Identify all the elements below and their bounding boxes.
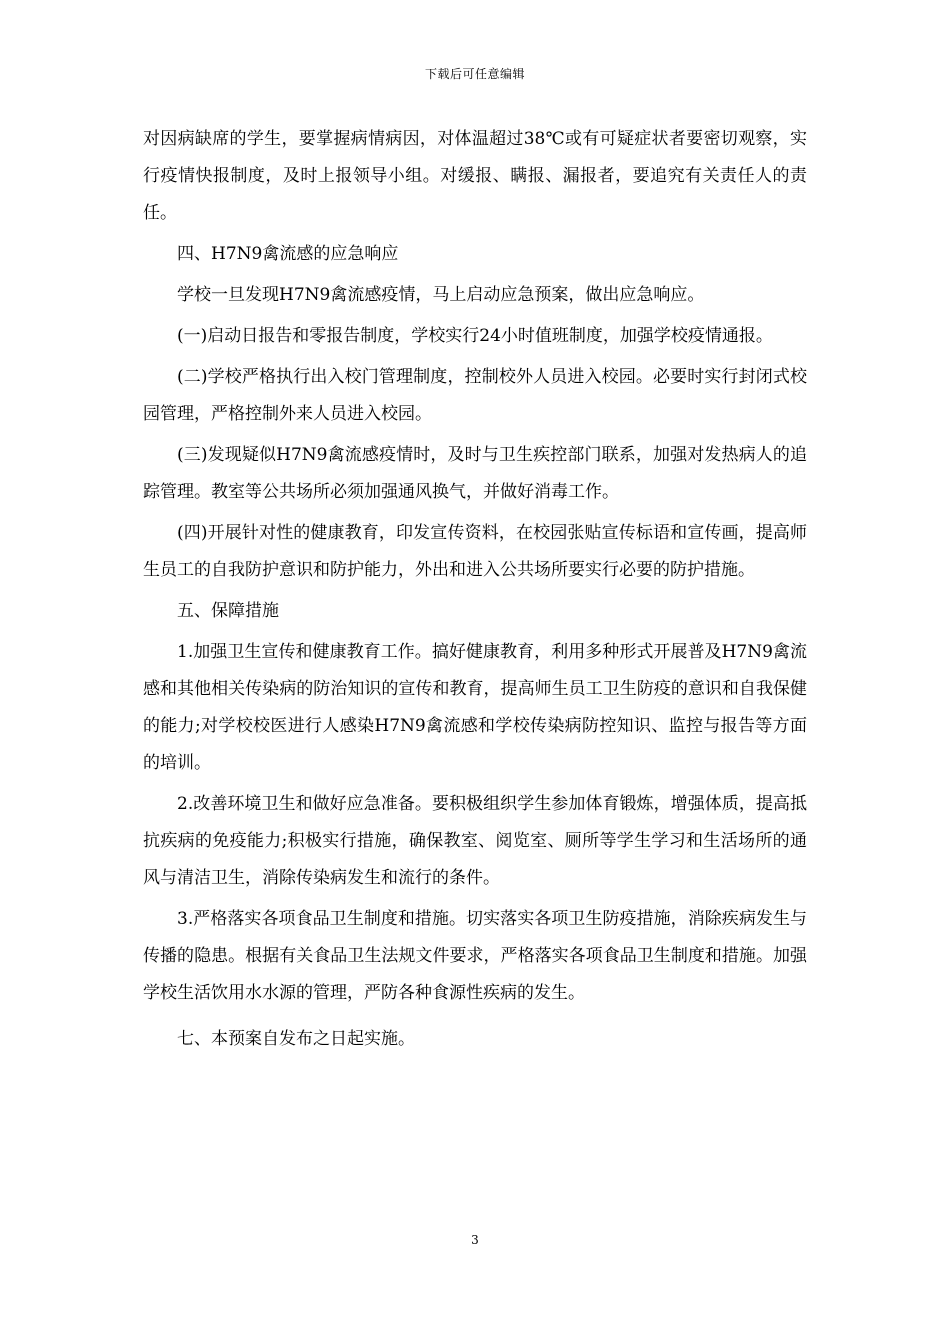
paragraph-continuation: 对因病缺席的学生，要掌握病情病因，对体温超过38℃或有可疑症状者要密切观察，实行疫情快报制度，及时上报领导小组。对缓报、瞒报、漏报者，要追究有关责任人的责任。 — [143, 129, 807, 223]
page-number: 3 — [471, 1233, 479, 1247]
document-body — [143, 121, 807, 1062]
section-heading-4: 四、H7N9禽流感的应急响应 — [177, 244, 399, 264]
paragraph: (二)学校严格执行出入校门管理制度，控制校外人员进入校园。必要时实行封闭式校园管理，严格控制外来人员进入校园。 — [143, 367, 807, 424]
section-heading-7: 七、本预案自发布之日起实施。 — [177, 1029, 415, 1049]
paragraph: (一)启动日报告和零报告制度，学校实行24小时值班制度，加强学校疫情通报。 — [177, 326, 773, 346]
paragraph: (三)发现疑似H7N9禽流感疫情时，及时与卫生疾控部门联系，加强对发热病人的追踪管理。教室等公共场所必须加强通风换气，并做好消毒工作。 — [143, 445, 807, 502]
paragraph: 1.加强卫生宣传和健康教育工作。搞好健康教育，利用多种形式开展普及H7N9禽流感和其他相关传染病的防治知识的宣传和教育，提高师生员工卫生防疫的意识和自我保健的能力;对学校校医进行人感染H7N9禽流感和学校传染病防控知识、监控与报告等方面的培训。 — [143, 642, 807, 773]
paragraph: 2.改善环境卫生和做好应急准备。要积极组织学生参加体育锻炼，增强体质，提高抵抗疾病的免疫能力;积极实行措施，确保教室、阅览室、厕所等学生学习和生活场所的通风与清洁卫生，消除传染病发生和流行的条件。 — [143, 794, 807, 888]
paragraph: 3.严格落实各项食品卫生制度和措施。切实落实各项卫生防疫措施，消除疾病发生与传播的隐患。根据有关食品卫生法规文件要求，严格落实各项食品卫生制度和措施。加强学校生活饮用水水源的管理，严防各种食源性疾病的发生。 — [143, 909, 807, 1003]
section-heading-5: 五、保障措施 — [177, 601, 279, 621]
paragraph: (四)开展针对性的健康教育，印发宣传资料，在校园张贴宣传标语和宣传画，提高师生员工的自我防护意识和防护能力，外出和进入公共场所要实行必要的防护措施。 — [143, 523, 807, 580]
page-header: 下载后可任意编辑 — [424, 67, 525, 81]
paragraph: 学校一旦发现H7N9禽流感疫情，马上启动应急预案，做出应急响应。 — [177, 285, 705, 305]
